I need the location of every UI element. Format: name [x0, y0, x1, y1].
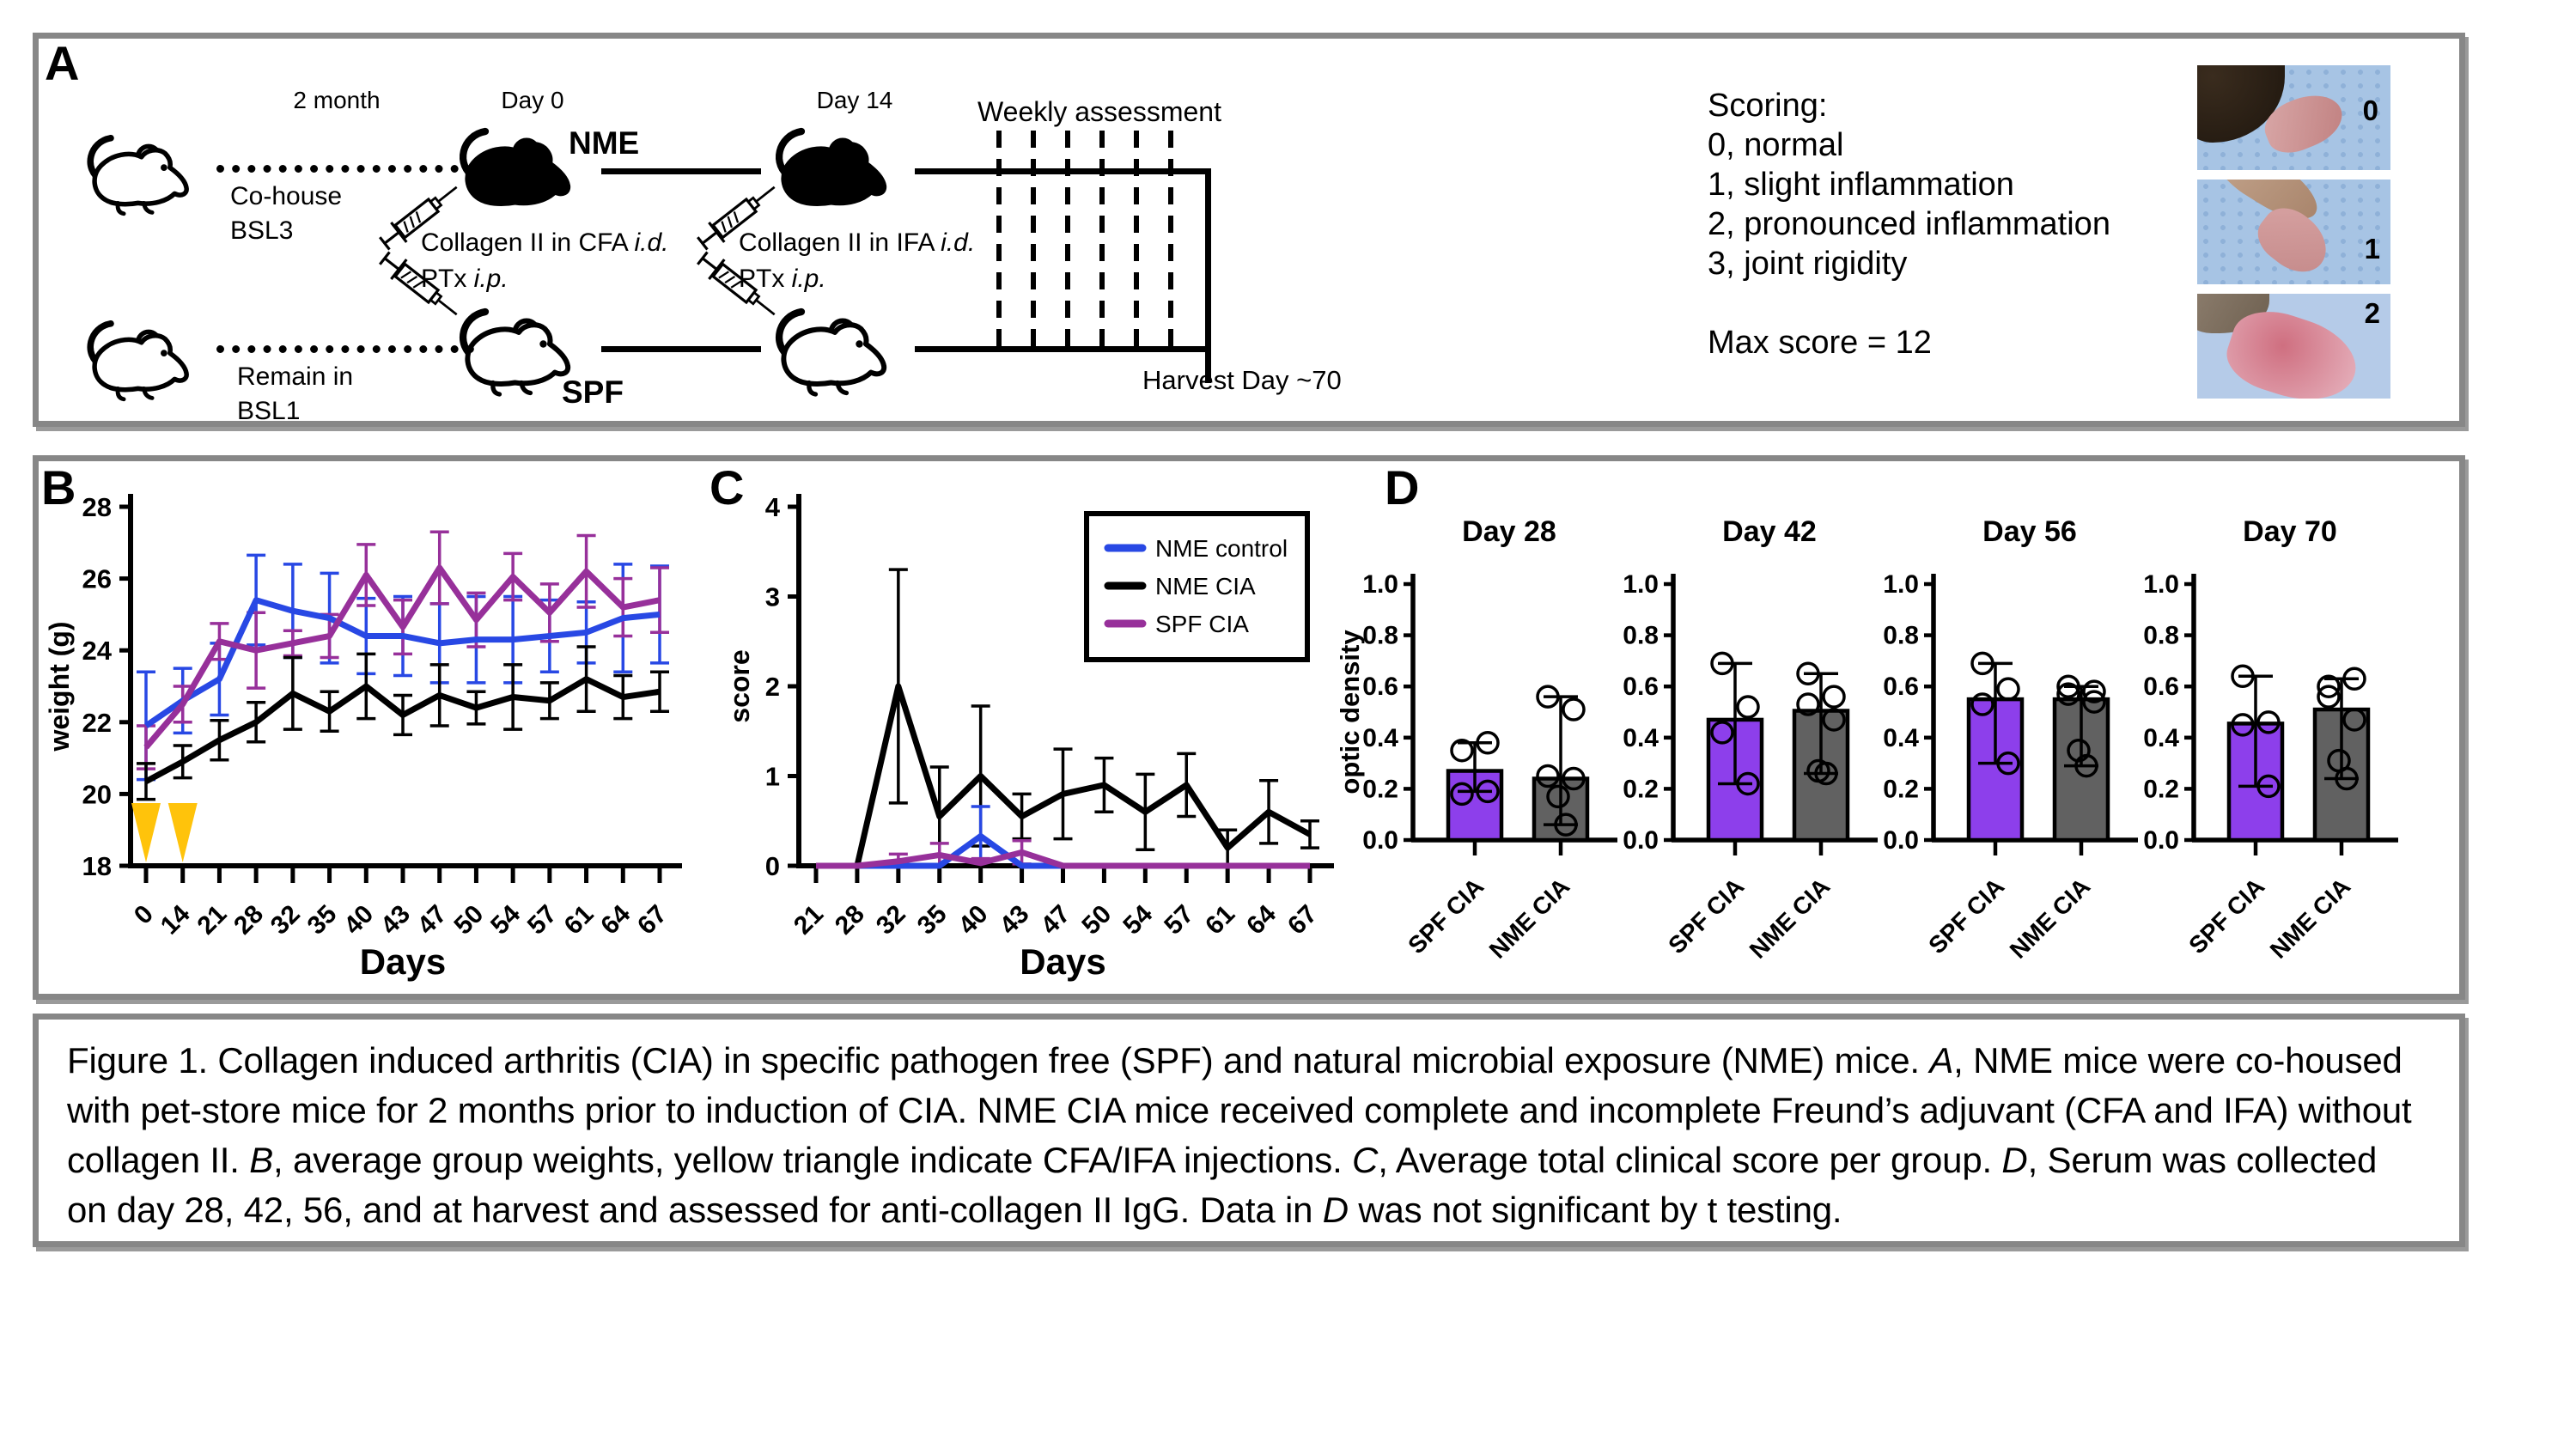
svg-text:54: 54: [485, 899, 527, 941]
scoring-item-2: 2, pronounced inflammation: [1708, 206, 2110, 242]
svg-text:SPF CIA: SPF CIA: [2183, 873, 2270, 959]
scoring-item-3: 3, joint rigidity: [1708, 246, 1908, 282]
panel-d-chart: [1323, 455, 2482, 1000]
svg-text:0: 0: [128, 899, 159, 930]
svg-text:3: 3: [764, 581, 780, 612]
panel-c-letter: C: [709, 460, 745, 514]
svg-text:50: 50: [1076, 899, 1117, 941]
svg-text:24: 24: [82, 636, 112, 667]
svg-text:64: 64: [1241, 899, 1282, 941]
svg-text:54: 54: [1117, 899, 1159, 941]
svg-text:14: 14: [155, 899, 196, 941]
harvest-label: Harvest Day ~70: [1142, 365, 1342, 395]
svg-text:40: 40: [338, 899, 380, 941]
svg-text:0.0: 0.0: [1883, 826, 1919, 855]
svg-text:NME CIA: NME CIA: [1155, 573, 1256, 600]
svg-text:20: 20: [82, 779, 112, 810]
svg-text:0.0: 0.0: [1623, 826, 1659, 855]
svg-text:0.4: 0.4: [1623, 723, 1659, 752]
svg-text:Day 42: Day 42: [1722, 515, 1817, 548]
svg-text:Day 28: Day 28: [1462, 515, 1556, 548]
svg-text:28: 28: [228, 899, 270, 941]
svg-text:21: 21: [192, 899, 233, 941]
svg-text:1: 1: [764, 761, 780, 792]
svg-text:score: score: [724, 649, 755, 723]
weekly-tick-column: [1065, 131, 1070, 352]
injection1-line2: [421, 263, 509, 295]
injection1-line1-pre: Collagen II in CFA: [421, 228, 635, 257]
paw-photo-score1: [2197, 180, 2390, 284]
svg-text:61: 61: [1200, 899, 1241, 941]
svg-text:0.2: 0.2: [1883, 775, 1919, 804]
scoring-block: [1708, 86, 2110, 283]
harvest-bracket: [1205, 168, 1211, 383]
scoring-title: Scoring:: [1708, 88, 1828, 124]
nme-timeline-seg1: [601, 168, 761, 174]
svg-text:SPF CIA: SPF CIA: [1403, 873, 1489, 959]
svg-text:64: 64: [595, 899, 636, 941]
svg-text:1.0: 1.0: [1883, 570, 1919, 599]
paw1-label: 1: [2364, 233, 2380, 265]
injection1-line1: [421, 227, 669, 259]
svg-text:0.8: 0.8: [2143, 621, 2179, 650]
paw-photo-score2: [2197, 294, 2390, 399]
svg-text:57: 57: [1159, 899, 1200, 941]
svg-text:32: 32: [265, 899, 306, 941]
svg-text:47: 47: [411, 899, 453, 941]
weekly-tick-column: [1134, 131, 1139, 352]
day0-label: Day 0: [501, 87, 564, 113]
svg-text:Days: Days: [1020, 941, 1106, 982]
svg-text:67: 67: [632, 899, 673, 941]
svg-text:NME CIA: NME CIA: [1744, 873, 1836, 964]
svg-text:43: 43: [375, 899, 416, 941]
svg-text:35: 35: [301, 899, 343, 941]
svg-text:NME CIA: NME CIA: [1483, 873, 1575, 964]
svg-text:26: 26: [82, 563, 112, 594]
svg-text:0.8: 0.8: [1883, 621, 1919, 650]
injection2-line1-pre: Collagen II in IFA: [739, 228, 941, 257]
weekly-tick-column: [1168, 131, 1173, 352]
svg-text:0.4: 0.4: [1883, 723, 1919, 752]
cohouse-label-1: Co-house: [230, 182, 343, 210]
panel-a-letter: A: [45, 36, 80, 90]
svg-text:NME CIA: NME CIA: [2004, 873, 2096, 964]
max-score-label: Max score = 12: [1708, 325, 1932, 361]
svg-text:0.6: 0.6: [2143, 673, 2179, 702]
svg-text:Day 56: Day 56: [1982, 515, 2077, 548]
svg-text:0.2: 0.2: [1623, 775, 1659, 804]
scoring-item-1: 1, slight inflammation: [1708, 167, 2014, 203]
svg-text:1.0: 1.0: [2143, 570, 2179, 599]
svg-text:0.6: 0.6: [1623, 673, 1659, 702]
weekly-tick-column: [996, 131, 1002, 352]
svg-text:67: 67: [1282, 899, 1323, 941]
svg-text:0.6: 0.6: [1362, 673, 1398, 702]
svg-text:43: 43: [994, 899, 1035, 941]
paw0-label: 0: [2362, 94, 2378, 126]
svg-text:Day 70: Day 70: [2243, 515, 2337, 548]
panel-c-chart: [711, 455, 1361, 1000]
svg-text:0: 0: [764, 851, 780, 881]
svg-text:40: 40: [953, 899, 994, 941]
svg-text:0.2: 0.2: [1362, 775, 1398, 804]
injection1-line2-italic: i.p.: [473, 265, 509, 293]
remain-label-2: BSL1: [237, 397, 301, 425]
svg-text:optic density: optic density: [1335, 630, 1365, 795]
spf-group-label: SPF: [562, 374, 624, 410]
svg-text:0.8: 0.8: [1362, 621, 1398, 650]
svg-text:28: 28: [82, 492, 112, 522]
svg-text:18: 18: [82, 851, 112, 881]
panel-b-letter: B: [41, 460, 76, 514]
svg-text:28: 28: [829, 899, 870, 941]
svg-text:SPF CIA: SPF CIA: [1923, 873, 2010, 959]
svg-text:0.0: 0.0: [2143, 826, 2179, 855]
nme-group-label: NME: [569, 125, 640, 161]
svg-text:1.0: 1.0: [1362, 570, 1398, 599]
svg-text:22: 22: [82, 707, 112, 738]
svg-text:0.4: 0.4: [1362, 723, 1398, 752]
mouse-icon-pet-store-top: [73, 125, 215, 222]
svg-text:35: 35: [911, 899, 953, 941]
mouse-icon-nme-day14: [760, 119, 915, 222]
paw1-paw: [2249, 198, 2338, 284]
panel-d-letter: D: [1385, 460, 1420, 514]
panel-b-chart: [34, 455, 715, 1000]
svg-text:NME control: NME control: [1155, 535, 1288, 562]
svg-text:32: 32: [870, 899, 911, 941]
spf-timeline-seg1: [601, 346, 761, 352]
svg-text:1.0: 1.0: [1623, 570, 1659, 599]
spf-timeline-seg2: [915, 346, 1209, 352]
figure-caption: Figure 1. Collagen induced arthritis (CIA) in specific pathogen free (SPF) and natural microbial exposure (NME) mice. A, NME mice were co-housed with pet-store mice for 2 months prior to induction of CIA. NME CIA mice received complete and incomplete Freund’s adjuvant (CFA and IFA) without collagen II. B, average group weights, yellow triangle indicate CFA/IFA injections. C, Average total clinical score per group. D, Serum was collected on day 28, 42, 56, and at harvest and assessed for anti-collagen II IgG. Data in D was not significant by t testing.: [67, 1040, 2412, 1230]
injection2-line2-pre: PTx: [739, 265, 792, 293]
injection2-line2: [739, 263, 826, 295]
duration-label: 2 month: [293, 87, 381, 113]
paw-photo-score0: [2197, 65, 2390, 170]
svg-text:SPF CIA: SPF CIA: [1663, 873, 1750, 959]
injection1-line1-italic: i.d.: [634, 228, 669, 257]
injection2-line2-italic: i.p.: [791, 265, 826, 293]
svg-text:0.4: 0.4: [2143, 723, 2179, 752]
injection2-line1: [739, 227, 975, 259]
svg-text:61: 61: [558, 899, 600, 941]
svg-text:Days: Days: [359, 941, 447, 982]
cohouse-dotted-line: [216, 165, 474, 173]
svg-text:4: 4: [764, 492, 780, 522]
cohouse-label-2: BSL3: [230, 216, 294, 245]
weekly-tick-column: [1099, 131, 1105, 352]
remain-dotted-line: [216, 345, 474, 353]
weekly-assessment-label: Weekly assessment: [977, 96, 1221, 127]
mouse-icon-spf-day14: [760, 299, 915, 402]
svg-text:50: 50: [448, 899, 490, 941]
remain-label-1: Remain in: [237, 362, 354, 391]
svg-text:47: 47: [1035, 899, 1076, 941]
paw2-label: 2: [2364, 297, 2380, 329]
weekly-tick-column: [1031, 131, 1036, 352]
svg-text:SPF CIA: SPF CIA: [1155, 611, 1249, 637]
svg-text:0.0: 0.0: [1362, 826, 1398, 855]
svg-text:NME CIA: NME CIA: [2264, 873, 2356, 964]
svg-text:57: 57: [521, 899, 563, 941]
svg-text:21: 21: [789, 899, 829, 941]
svg-text:0.2: 0.2: [2143, 775, 2179, 804]
injection2-line1-italic: i.d.: [941, 228, 976, 257]
day14-label: Day 14: [816, 87, 893, 113]
injection1-line2-pre: PTx: [421, 265, 474, 293]
svg-text:weight (g): weight (g): [44, 621, 75, 752]
mouse-icon-pet-store-bottom: [73, 311, 215, 407]
svg-text:0.6: 0.6: [1883, 673, 1919, 702]
svg-text:0.8: 0.8: [1623, 621, 1659, 650]
nme-timeline-seg2: [915, 168, 1209, 174]
scoring-item-0: 0, normal: [1708, 127, 1844, 163]
svg-text:2: 2: [764, 672, 780, 702]
